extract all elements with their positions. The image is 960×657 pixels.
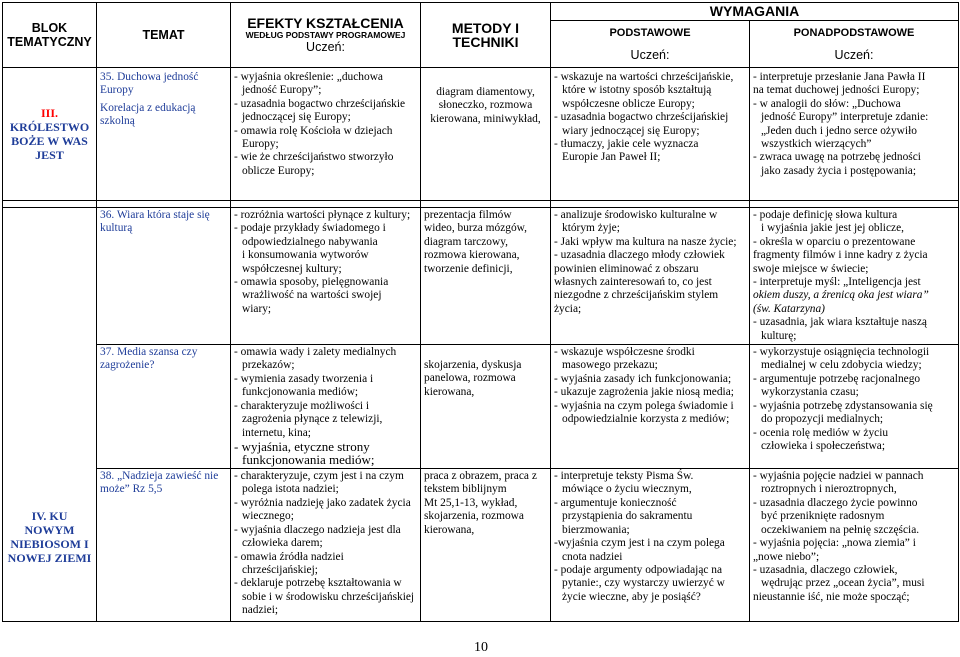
podst-line: masowego przekazu; <box>562 359 658 372</box>
metody-line: skojarzenia, dyskusja <box>424 359 522 372</box>
ponad-line: wszystkich wierzących” <box>761 138 872 151</box>
temat-37 <box>97 345 231 469</box>
efekty-line: - wymienia zasady tworzenia i <box>234 372 374 385</box>
ponad-line: jako zasady życia i postępowania; <box>761 164 916 177</box>
efekty-line: odpowiedzialnego nabywania <box>242 235 378 248</box>
podst-line: współczesne oblicze Europy; <box>562 97 695 110</box>
podst-line: - tłumaczy, jakie cele wyznacza <box>554 138 699 151</box>
efekty-line: - charakteryzuje możliwości i <box>234 399 370 412</box>
metody-35 <box>421 68 551 201</box>
metody-line: wideo, burza mózgów, <box>424 222 528 235</box>
ponad-line: nieustannie iść, nie może spocząć; <box>753 590 910 603</box>
header-blok-line2: TEMATYCZNY <box>7 35 92 49</box>
block-iv-line: NOWEJ ZIEMI <box>7 551 92 566</box>
block-iv <box>3 208 97 622</box>
efekty-line: - omawia źródła nadziei <box>234 550 344 563</box>
ponad-line: - zwraca uwagę na potrzebę jedności <box>753 151 921 164</box>
ponad-line: - podaje definicję słowa kultura <box>753 209 898 221</box>
efekty-line: funkcjonowania mediów; <box>242 452 375 468</box>
header-blok-line1: BLOK <box>31 21 68 35</box>
podst-line: przystąpienia do sakramentu <box>562 510 693 523</box>
header-ponadpodstawowe <box>750 21 959 68</box>
ponad-line: - uzasadnia, dlaczego człowiek, <box>753 563 898 576</box>
efekty-line: i konsumowania wytworów <box>242 249 369 262</box>
metody-line: kierowana, miniwykład, <box>430 112 541 125</box>
table-row-37 <box>3 345 959 469</box>
efekty-line: - omawia rolę Kościoła w dziejach <box>234 124 393 137</box>
podst-line: które w istotny sposób kształtują <box>562 84 712 97</box>
podst-line: mówiące o życiu wiecznym, <box>562 483 692 496</box>
metody-line: diagram tarczowy, <box>424 235 509 248</box>
efekty-line: - omawia sposoby, pielęgnowania <box>234 276 389 289</box>
block-iii-line: KRÓLESTWO <box>9 120 90 134</box>
ponad-line: wykorzystania czasu; <box>761 386 859 399</box>
header-wymagania <box>551 3 959 21</box>
podst-line: własnych zainteresowań to, co jest <box>554 276 712 289</box>
metody-38 <box>421 469 551 622</box>
podst-line: - wyjaśnia zasady ich funkcjonowania; <box>554 372 732 385</box>
efekty-line: jednoczącej się Europy; <box>242 111 351 124</box>
ponad-line: - uzasadnia dlaczego życie powinno <box>753 496 918 509</box>
metody-line: tworzenie definicji, <box>424 262 513 275</box>
header-temat-label: TEMAT <box>142 28 185 42</box>
ponad-36 <box>750 208 959 345</box>
efekty-line: - wyjaśnia, etyczne strony <box>234 438 370 454</box>
ponad-line: jedność Europy” interpretuje zdanie: <box>761 111 929 124</box>
podst-line: - Jaki wpływ ma kultura na nasze życie; <box>554 235 737 248</box>
metody-line: praca z obrazem, praca z <box>424 470 537 483</box>
table-row-36 <box>3 208 959 345</box>
metody-line: słoneczko, rozmowa <box>438 99 533 112</box>
ponad-line: kulturę; <box>761 329 797 342</box>
metody-line: tekstem biblijnym <box>424 483 507 496</box>
curriculum-table <box>2 2 959 622</box>
podst-line: życie wieczne, aby je posiąść? <box>562 590 701 603</box>
temat-line: 35. Duchowa jedność <box>100 71 199 83</box>
efekty-36 <box>231 208 421 345</box>
ponad-35 <box>750 68 959 201</box>
efekty-line: zagrożenia płynące z telewizji, <box>242 413 383 426</box>
metody-line: kierowana, <box>424 385 475 398</box>
podst-35 <box>551 68 750 201</box>
temat-line: 37. Media szansa czy <box>100 346 198 359</box>
efekty-line: internetu, kina; <box>242 426 311 439</box>
header-podstawowe-uczen: Uczeń: <box>630 48 670 62</box>
podst-line: - uzasadnia dlaczego młody człowiek <box>554 249 725 262</box>
efekty-line: funkcjonowania mediów; <box>242 386 359 399</box>
metody-36 <box>421 208 551 345</box>
ponad-line: roztropnych i nieroztropnych, <box>761 483 897 496</box>
efekty-35 <box>231 68 421 201</box>
efekty-line: - wyjaśnia określenie: „duchowa <box>234 71 383 83</box>
ponad-line: oczekiwaniem na pełnię szczęścia. <box>761 523 920 536</box>
temat-line: szkolną <box>100 115 135 128</box>
ponad-line: - określa w oparciu o prezentowane <box>753 235 916 248</box>
temat-line: może” Rz 5,5 <box>100 483 163 496</box>
podst-line: Europie Jan Paweł II; <box>562 151 661 164</box>
ponad-line: „nowe niebo”; <box>753 550 820 563</box>
header-ponadpodstawowe-uczen: Uczeń: <box>834 48 874 62</box>
podst-line: powinien eliminować z obszaru <box>554 262 699 275</box>
table-row-38 <box>3 469 959 622</box>
temat-36 <box>97 208 231 345</box>
podst-line: - analizuje środowisko kulturalne w <box>554 209 718 221</box>
podst-37 <box>551 345 750 469</box>
block-iii <box>3 68 97 201</box>
ponad-line: - wyjaśnia potrzebę zdystansowania się <box>753 399 933 412</box>
ponad-line: okiem duszy, a źrenicą oka jest wiara” <box>753 289 929 302</box>
podst-line: wiary jednoczącej się Europy; <box>562 124 700 137</box>
header-podstawowe-label: PODSTAWOWE <box>609 27 691 39</box>
ponad-line: i wyjaśnia jakie jest jej oblicze, <box>761 222 904 235</box>
podst-line: bierzmowania; <box>562 523 630 536</box>
efekty-line: Europy; <box>242 138 279 151</box>
ponad-line: na temat duchowej jedności Europy; <box>753 84 920 97</box>
table-row-35 <box>3 68 959 201</box>
ponad-line: „Jeden duch i jedno serce ożywiło <box>761 124 917 137</box>
header-efekty-small: WEDŁUG PODSTAWY PROGRAMOWEJ <box>245 30 406 40</box>
podst-line: - interpretuje teksty Pisma Św. <box>554 470 694 483</box>
header-temat <box>97 3 231 68</box>
podst-line: - wskazuje na wartości chrześcijańskie, <box>554 71 734 83</box>
ponad-line: do propozycji medialnych; <box>761 413 884 426</box>
podst-line: - uzasadnia bogactwo chrześcijańskiej <box>554 111 729 124</box>
efekty-line: wrażliwość na wartości swojej <box>242 289 382 302</box>
metody-line: kierowana, <box>424 523 475 536</box>
efekty-line: - wie że chrześcijaństwo stworzyło <box>234 151 394 164</box>
efekty-line: jedność Europy”; <box>242 84 322 97</box>
ponad-line: - interpretuje przesłanie Jana Pawła II <box>753 71 926 83</box>
header-row <box>3 3 959 21</box>
block-iii-line: JEST <box>35 148 64 162</box>
block-iii-line: BOŻE W WAS <box>11 134 88 148</box>
ponad-line: swoje miejsce w świecie; <box>753 262 869 275</box>
podst-line: - ukazuje zagrożenia jakie niosą media; <box>554 386 734 399</box>
ponad-line: być przeniknięte radosnym <box>761 510 885 523</box>
temat-35 <box>97 68 231 201</box>
header-podstawowe <box>551 21 750 68</box>
efekty-line: - charakteryzuje, czym jest i na czym <box>234 470 404 483</box>
efekty-line: przekazów; <box>242 359 295 372</box>
ponad-line: - wyjaśnia pojęcia: „nowa ziemia” i <box>753 537 916 550</box>
podst-line: - podaje argumenty odpowiadając na <box>554 563 723 576</box>
efekty-line: wiecznego; <box>242 510 294 523</box>
ponad-line: - argumentuje potrzebę racjonalnego <box>753 372 921 385</box>
efekty-line: - podaje przykłady świadomego i <box>234 222 386 235</box>
podst-line: niezgodne z chrześcijańskim stylem <box>554 289 719 302</box>
page-number: 10 <box>474 640 488 655</box>
podst-line: - argumentuje konieczność <box>554 496 677 509</box>
ponad-line: - wykorzystuje osiągnięcia technologii <box>753 346 930 359</box>
temat-line: zagrożenie? <box>100 359 155 372</box>
podst-line: życia; <box>554 302 582 315</box>
efekty-line: sobie i w środowisku chrześcijańskiej <box>242 590 415 603</box>
podst-line: odpowiedzialnie korzysta z mediów; <box>562 413 730 426</box>
ponad-line: medialnej w celu zdobycia wiedzy; <box>761 359 922 372</box>
header-efekty-uczen: Uczeń: <box>306 40 345 54</box>
podst-line: -wyjaśnia czym jest i na czym polega <box>554 537 725 550</box>
efekty-line: współczesnej kultury; <box>242 262 342 275</box>
block-iv-line: NIEBIOSOM I <box>10 537 89 552</box>
efekty-37 <box>231 345 421 469</box>
header-metody-line1: METODY I <box>451 20 520 36</box>
metody-line: diagram diamentowy, <box>436 86 535 98</box>
ponad-line: - interpretuje myśl: „Inteligencja jest <box>753 276 921 289</box>
efekty-line: nadziei; <box>242 604 279 617</box>
ponad-line: fragmenty filmów i inne kadry z życia <box>753 249 928 262</box>
ponad-38 <box>750 469 959 622</box>
ponad-line: wędrując przez „ocean życia”, musi <box>761 577 925 590</box>
ponad-line: - uzasadnia, jak wiara kształtuje naszą <box>753 316 927 329</box>
temat-line: 36. Wiara która staje się <box>100 209 210 221</box>
efekty-line: człowieka darem; <box>242 537 323 550</box>
efekty-line: oblicze Europy; <box>242 164 315 177</box>
block-iv-line: IV. KU NOWYM <box>24 509 75 538</box>
metody-line: prezentacja filmów <box>424 209 512 221</box>
temat-line: 38. „Nadzieja zawieść nie <box>100 470 219 483</box>
metody-37 <box>421 345 551 469</box>
efekty-line: polega istota nadziei; <box>242 483 339 496</box>
metody-line: skojarzenia, rozmowa <box>424 510 524 523</box>
metody-line: panelowa, rozmowa <box>424 372 516 385</box>
podst-line: którym żyje; <box>562 222 620 235</box>
temat-38 <box>97 469 231 622</box>
podst-36 <box>551 208 750 345</box>
header-efekty <box>231 3 421 68</box>
header-ponadpodstawowe-label: PONADPODSTAWOWE <box>793 27 915 39</box>
header-wymagania-label: WYMAGANIA <box>709 3 800 19</box>
spacer-row <box>3 201 959 208</box>
ponad-37 <box>750 345 959 469</box>
efekty-line: - omawia wady i zalety medialnych <box>234 346 397 359</box>
efekty-line: - wyjaśnia dlaczego nadzieja jest dla <box>234 523 401 536</box>
efekty-line: - rozróżnia wartości płynące z kultury; <box>234 209 411 221</box>
metody-line: rozmowa kierowana, <box>424 249 520 262</box>
header-efekty-label: EFEKTY KSZTAŁCENIA <box>247 15 404 31</box>
efekty-line: - wyróżnia nadzieję jako zadatek życia <box>234 496 411 509</box>
ponad-line: - w analogii do słów: „Duchowa <box>753 97 901 110</box>
header-metody <box>421 3 551 68</box>
efekty-line: chrześcijańskiej; <box>242 563 318 576</box>
podst-line: pytanie:, czy wystarczy uwierzyć w <box>562 577 725 590</box>
podst-line: - wyjaśnia na czym polega świadomie i <box>554 399 734 412</box>
metody-line: Mt 25,1-13, wykład, <box>424 496 518 509</box>
efekty-line: wiary; <box>242 302 272 315</box>
ponad-line: (św. Katarzyna) <box>753 302 825 315</box>
ponad-line: człowieka i społeczeństwa; <box>761 439 885 452</box>
efekty-line: - uzasadnia bogactwo chrześcijańskie <box>234 97 406 110</box>
temat-line: kulturą <box>100 222 133 235</box>
ponad-line: - ocenia rolę mediów w życiu <box>753 426 889 439</box>
podst-line: - wskazuje współczesne środki <box>554 346 695 359</box>
podst-38 <box>551 469 750 622</box>
block-iii-line: III. <box>40 106 58 120</box>
header-blok <box>3 3 97 68</box>
temat-line: Korelacja z edukacją <box>100 101 196 114</box>
podst-line: cnota nadziei <box>562 550 623 563</box>
ponad-line: - wyjaśnia pojęcie nadziei w pannach <box>753 470 924 483</box>
temat-line: Europy <box>100 84 134 97</box>
efekty-38 <box>231 469 421 622</box>
efekty-line: - deklaruje potrzebę kształtowania w <box>234 577 402 590</box>
header-metody-line2: TECHNIKI <box>452 34 519 50</box>
